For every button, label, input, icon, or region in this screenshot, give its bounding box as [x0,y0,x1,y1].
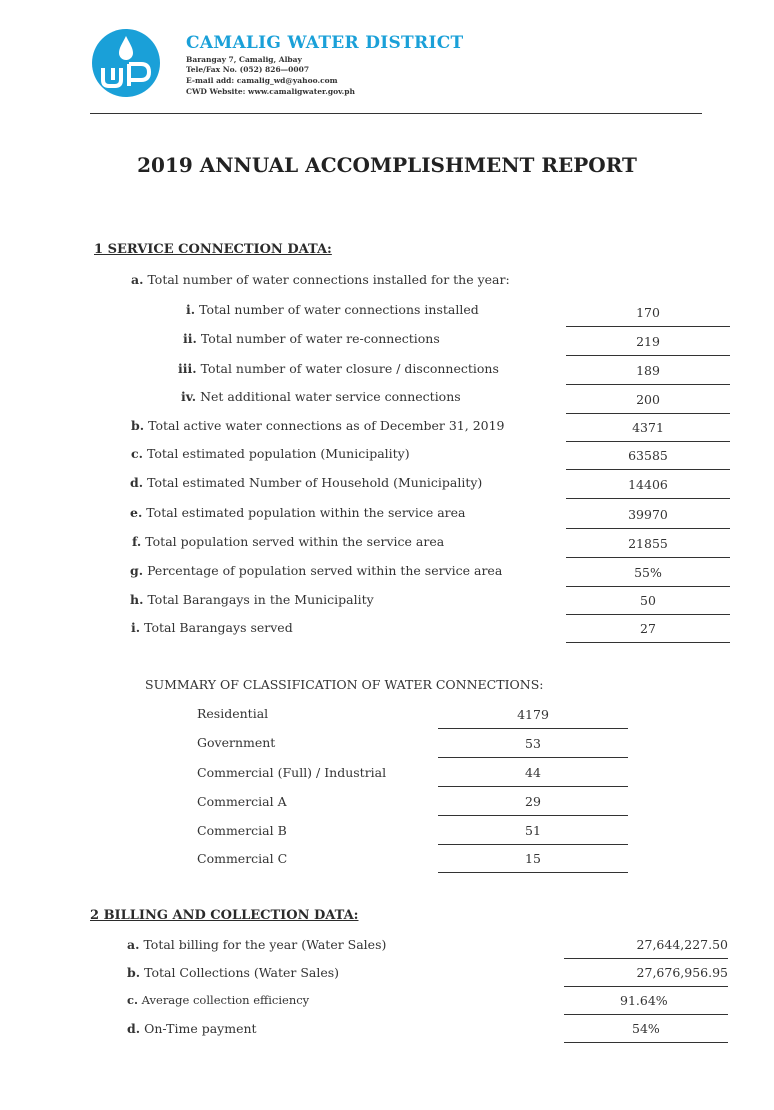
item-letter: e. [130,505,143,520]
value-underline [566,498,730,499]
value-underline [566,614,730,615]
organization-name: CAMALIG WATER DISTRICT [186,33,464,53]
summary-label: Commercial (Full) / Industrial [197,765,387,780]
subitem-letter: iii. [178,361,197,376]
item-value: 27 [640,621,656,636]
billing-label [127,1021,257,1036]
value-underline [566,355,730,356]
value-underline [566,586,730,587]
item-letter: c. [131,446,143,461]
summary-label: Commercial B [197,823,287,838]
item-label [130,475,482,490]
value-underline [438,757,628,758]
subitem-value: 170 [636,305,660,320]
item-text: Total Barangays served [144,620,293,635]
billing-value: 27,644,227.50 [636,937,728,952]
value-underline [564,1042,728,1043]
subitem-label [178,361,499,376]
value-underline [564,986,728,987]
email-line: E-mail add: camalig_wd@yahoo.com [186,76,338,85]
value-underline [566,528,730,529]
item-label [130,592,374,607]
summary-value: 51 [525,823,541,838]
subitem-label [181,389,461,404]
subitem-value: 219 [636,334,660,349]
item-letter: d. [130,475,144,490]
item-value: 50 [640,593,656,608]
item-letter: b. [127,965,141,980]
summary-value: 29 [525,794,541,809]
summary-label: Commercial C [197,851,288,866]
section-2-heading: 2 BILLING AND COLLECTION DATA: [90,908,359,923]
subitem-letter: i. [186,302,196,317]
subitem-value: 189 [636,363,660,378]
water-district-logo [91,28,161,98]
item-value: 14406 [628,477,668,492]
summary-heading: SUMMARY OF CLASSIFICATION OF WATER CONNECTIONS: [145,677,544,692]
item-letter: c. [127,993,139,1007]
value-underline [566,441,730,442]
summary-label: Commercial A [197,794,287,809]
item-letter: a. [131,272,144,287]
value-underline [564,1014,728,1015]
billing-value: 27,676,956.95 [636,965,728,980]
item-letter: f. [132,534,142,549]
item-text: Total estimated Number of Household (Municipality) [147,475,483,490]
billing-label [127,993,309,1007]
address-line: Barangay 7, Camalig, Albay [186,55,302,64]
subitem-label [186,302,479,317]
subitem-text: Total number of water closure / disconnections [200,361,499,376]
item-value: 63585 [628,448,668,463]
value-underline [438,815,628,816]
item-label [131,418,505,433]
item-text: Total estimated population within the service area [146,505,466,520]
subitem-text: Net additional water service connections [200,389,461,404]
item-label [132,534,444,549]
value-underline [566,326,730,327]
item-text: Total number of water connections installed for the year: [147,272,510,287]
item-value: 39970 [628,507,668,522]
phone-line: Tele/Fax No. (052) 826—0007 [186,65,310,74]
subitem-letter: iv. [181,389,197,404]
item-text: Total billing for the year (Water Sales) [143,937,387,952]
value-underline [566,642,730,643]
item-letter: d. [127,1021,141,1036]
value-underline [564,958,728,959]
subitem-text: Total number of water connections installed [199,302,479,317]
summary-value: 4179 [517,707,549,722]
item-value: 4371 [632,420,664,435]
value-underline [438,872,628,873]
value-underline [566,413,730,414]
item-text: Total Barangays in the Municipality [147,592,374,607]
item-text: Total Collections (Water Sales) [144,965,340,980]
item-value: 21855 [628,536,668,551]
item-letter: g. [130,563,144,578]
value-underline [438,786,628,787]
section-1-heading: 1 SERVICE CONNECTION DATA: [94,242,332,257]
header-divider [90,113,702,114]
item-label [131,620,293,635]
item-a-label [131,272,510,287]
item-text: Total active water connections as of December 31, 2019 [148,418,505,433]
subitem-text: Total number of water re-connections [200,331,440,346]
item-text: Total estimated population (Municipality) [146,446,410,461]
item-label [131,446,410,461]
summary-label: Government [197,735,276,750]
subitem-label [183,331,440,346]
item-value: 55% [634,565,662,580]
subitem-letter: ii. [183,331,197,346]
value-underline [438,844,628,845]
website-line: CWD Website: www.camaligwater.gov.ph [186,87,355,96]
item-text: On-Time payment [144,1021,257,1036]
item-text: Percentage of population served within the service area [147,563,503,578]
item-letter: b. [131,418,145,433]
billing-value: 91.64% [620,993,668,1008]
item-text: Average collection efficiency [141,993,310,1007]
item-letter: i. [131,620,141,635]
report-title: 2019 ANNUAL ACCOMPLISHMENT REPORT [137,153,637,177]
item-label [130,563,502,578]
item-text: Total population served within the service area [145,534,445,549]
value-underline [438,728,628,729]
item-letter: a. [127,937,140,952]
value-underline [566,384,730,385]
subitem-value: 200 [636,392,660,407]
item-label [130,505,466,520]
billing-value: 54% [632,1021,660,1036]
value-underline [566,557,730,558]
summary-value: 44 [525,765,541,780]
summary-value: 53 [525,736,541,751]
billing-label [127,937,386,952]
summary-value: 15 [525,851,541,866]
summary-label: Residential [197,706,269,721]
value-underline [566,469,730,470]
billing-label [127,965,339,980]
item-letter: h. [130,592,144,607]
